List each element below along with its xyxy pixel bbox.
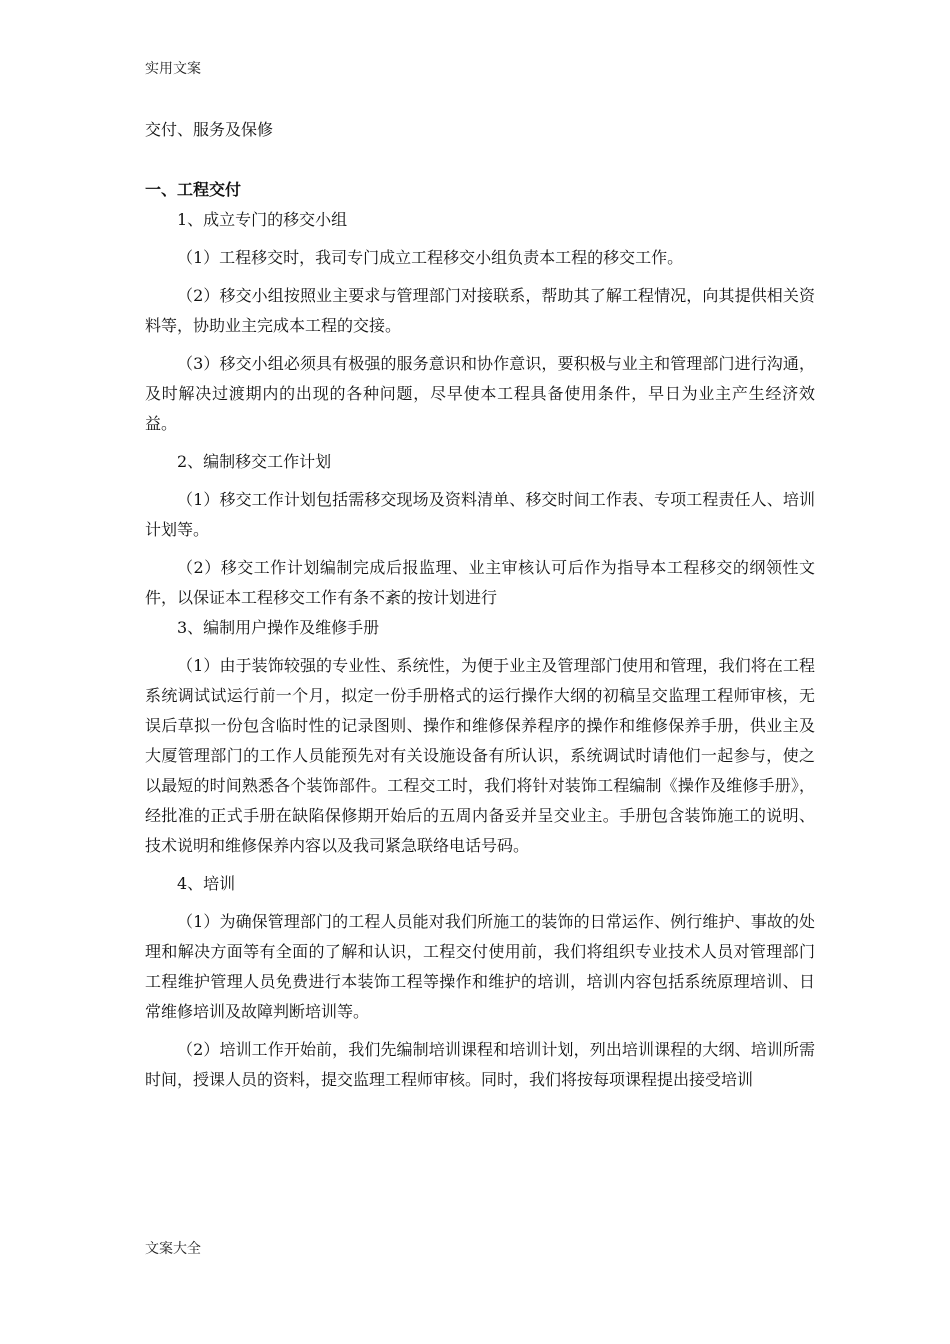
paragraph: （1）为确保管理部门的工程人员能对我们所施工的装饰的日常运作、例行维护、事故的处理和解决方面等有全面的了解和认识，工程交付使用前，我们将组织专业技术人员对管理部门工程维护管理人员免费进行本装饰工程等操作和维护的培训，培训内容包括系统原理培训、日常维修培训及故障判断培训等。 [145, 912, 815, 1021]
subsection-heading-3: 3、编制用户操作及维修手册 [177, 618, 380, 637]
paragraph: （1）移交工作计划包括需移交现场及资料清单、移交时间工作表、专项工程责任人、培训计划等。 [145, 490, 815, 539]
paragraph: （1）由于装饰较强的专业性、系统性，为便于业主及管理部门使用和管理，我们将在工程系统调试试运行前一个月，拟定一份手册格式的运行操作大纲的初稿呈交监理工程师审核，无误后草拟一份包含临时性的记录图则、操作和维修保养程序的操作和维修保养手册，供业主及大厦管理部门的工作人员能预先对有关设施设备有所认识，系统调试时请他们一起参与，使之以最短的时间熟悉各个装饰部件。工程交工时，我们将针对装饰工程编制《操作及维修手册》，经批准的正式手册在缺陷保修期开始后的五周内备妥并呈交业主。手册包含装饰施工的说明、技术说明和维修保养内容以及我司紧急联络电话号码。 [145, 656, 815, 855]
section-heading-delivery: 一、工程交付 [145, 180, 242, 199]
page-header: 实用文案 [145, 61, 201, 77]
paragraph: （2）培训工作开始前，我们先编制培训课程和培训计划，列出培训课程的大纲、培训所需时间，授课人员的资料，提交监理工程师审核。同时，我们将按每项课程提出接受培训 [145, 1040, 815, 1089]
subsection-heading-1: 1、成立专门的移交小组 [177, 210, 348, 229]
paragraph: （2）移交小组按照业主要求与管理部门对接联系，帮助其了解工程情况，向其提供相关资料等，协助业主完成本工程的交接。 [145, 286, 815, 335]
paragraph: （3）移交小组必须具有极强的服务意识和协作意识，要积极与业主和管理部门进行沟通，及时解决过渡期内的出现的各种问题，尽早使本工程具备使用条件，早日为业主产生经济效益。 [145, 354, 815, 433]
document-title: 交付、服务及保修 [145, 120, 274, 139]
subsection-heading-4: 4、培训 [177, 874, 236, 893]
page-footer: 文案大全 [145, 1241, 201, 1257]
subsection-heading-2: 2、编制移交工作计划 [177, 452, 332, 471]
paragraph: （2）移交工作计划编制完成后报监理、业主审核认可后作为指导本工程移交的纲领性文件，以保证本工程移交工作有条不紊的按计划进行 [145, 558, 815, 607]
paragraph: （1）工程移交时，我司专门成立工程移交小组负责本工程的移交工作。 [177, 248, 684, 267]
document-body [145, 115, 815, 1095]
